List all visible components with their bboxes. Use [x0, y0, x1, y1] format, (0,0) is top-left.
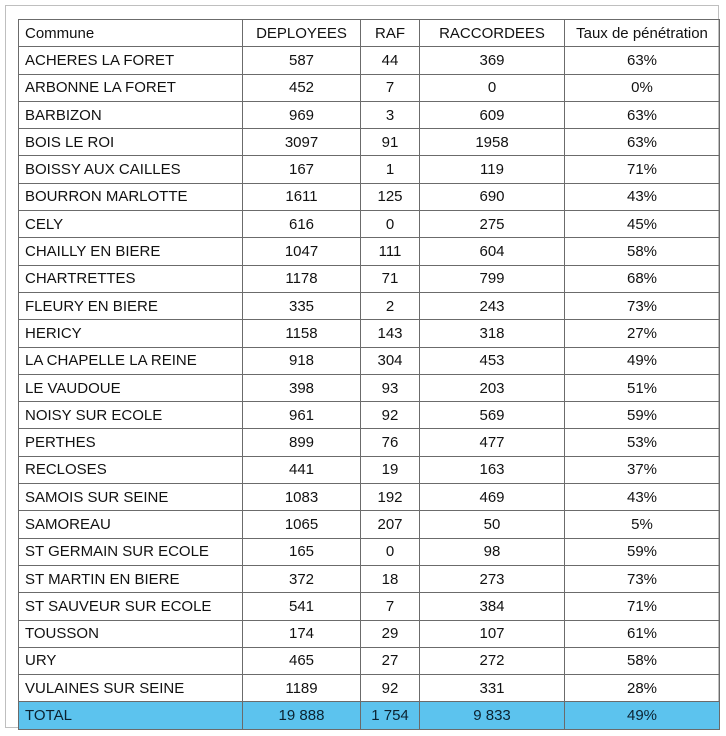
taux-cell: 73% — [565, 292, 720, 319]
commune-table — [18, 19, 720, 730]
deployees-cell: 616 — [243, 211, 361, 238]
commune-cell: ARBONNE LA FORET — [19, 74, 243, 101]
raccordees-cell: 98 — [420, 538, 565, 565]
raf-cell: 44 — [361, 47, 420, 74]
taux-cell: 0% — [565, 74, 720, 101]
header-commune: Commune — [19, 20, 243, 47]
deployees-cell: 441 — [243, 456, 361, 483]
taux-cell: 43% — [565, 183, 720, 210]
commune-cell: LA CHAPELLE LA REINE — [19, 347, 243, 374]
taux-cell: 45% — [565, 211, 720, 238]
raccordees-cell: 453 — [420, 347, 565, 374]
raf-cell: 71 — [361, 265, 420, 292]
table-row — [19, 292, 720, 319]
raccordees-cell: 384 — [420, 593, 565, 620]
deployees-cell: 165 — [243, 538, 361, 565]
commune-cell: BOISSY AUX CAILLES — [19, 156, 243, 183]
raf-cell: 76 — [361, 429, 420, 456]
commune-cell: BARBIZON — [19, 101, 243, 128]
commune-cell: ACHERES LA FORET — [19, 47, 243, 74]
table-row — [19, 265, 720, 292]
table-row — [19, 211, 720, 238]
raccordees-cell: 469 — [420, 484, 565, 511]
raccordees-cell: 331 — [420, 675, 565, 702]
raf-cell: 304 — [361, 347, 420, 374]
raccordees-cell: 569 — [420, 402, 565, 429]
raf-cell: 92 — [361, 402, 420, 429]
raf-cell: 125 — [361, 183, 420, 210]
table-row — [19, 347, 720, 374]
taux-cell: 63% — [565, 101, 720, 128]
raf-cell: 27 — [361, 647, 420, 674]
table-row — [19, 456, 720, 483]
deployees-cell: 3097 — [243, 129, 361, 156]
raf-cell: 7 — [361, 74, 420, 101]
raf-cell: 143 — [361, 320, 420, 347]
commune-cell: URY — [19, 647, 243, 674]
commune-cell: VULAINES SUR SEINE — [19, 675, 243, 702]
raf-cell: 92 — [361, 675, 420, 702]
raccordees-cell: 477 — [420, 429, 565, 456]
header-deployees: DEPLOYEES — [243, 20, 361, 47]
deployees-cell: 1065 — [243, 511, 361, 538]
commune-cell: LE VAUDOUE — [19, 374, 243, 401]
raccordees-cell: 107 — [420, 620, 565, 647]
taux-cell: 58% — [565, 238, 720, 265]
raf-cell: 29 — [361, 620, 420, 647]
taux-cell: 71% — [565, 593, 720, 620]
table-row — [19, 320, 720, 347]
table-row — [19, 101, 720, 128]
deployees-cell: 969 — [243, 101, 361, 128]
raf-cell: 0 — [361, 538, 420, 565]
taux-cell: 68% — [565, 265, 720, 292]
raccordees-cell: 50 — [420, 511, 565, 538]
taux-cell: 51% — [565, 374, 720, 401]
taux-cell: 59% — [565, 402, 720, 429]
deployees-cell: 398 — [243, 374, 361, 401]
table-row — [19, 565, 720, 592]
table-row — [19, 593, 720, 620]
total-taux-cell: 49% — [565, 702, 720, 729]
commune-cell: HERICY — [19, 320, 243, 347]
table-frame — [5, 5, 719, 728]
deployees-cell: 1178 — [243, 265, 361, 292]
header-raccordees: RACCORDEES — [420, 20, 565, 47]
table-row — [19, 647, 720, 674]
commune-cell: ST SAUVEUR SUR ECOLE — [19, 593, 243, 620]
total-commune-cell: TOTAL — [19, 702, 243, 729]
deployees-cell: 167 — [243, 156, 361, 183]
raf-cell: 111 — [361, 238, 420, 265]
table-row — [19, 429, 720, 456]
deployees-cell: 335 — [243, 292, 361, 319]
raccordees-cell: 690 — [420, 183, 565, 210]
taux-cell: 27% — [565, 320, 720, 347]
raf-cell: 207 — [361, 511, 420, 538]
commune-cell: TOUSSON — [19, 620, 243, 647]
raf-cell: 91 — [361, 129, 420, 156]
commune-cell: SAMOREAU — [19, 511, 243, 538]
total-raccordees-cell: 9 833 — [420, 702, 565, 729]
raccordees-cell: 203 — [420, 374, 565, 401]
taux-cell: 53% — [565, 429, 720, 456]
taux-cell: 43% — [565, 484, 720, 511]
commune-cell: CHAILLY EN BIERE — [19, 238, 243, 265]
table-row — [19, 675, 720, 702]
taux-cell: 73% — [565, 565, 720, 592]
taux-cell: 49% — [565, 347, 720, 374]
taux-cell: 58% — [565, 647, 720, 674]
commune-cell: NOISY SUR ECOLE — [19, 402, 243, 429]
taux-cell: 37% — [565, 456, 720, 483]
raccordees-cell: 604 — [420, 238, 565, 265]
deployees-cell: 465 — [243, 647, 361, 674]
header-raf: RAF — [361, 20, 420, 47]
taux-cell: 63% — [565, 129, 720, 156]
deployees-cell: 541 — [243, 593, 361, 620]
table-row — [19, 238, 720, 265]
deployees-cell: 587 — [243, 47, 361, 74]
raf-cell: 93 — [361, 374, 420, 401]
commune-cell: ST GERMAIN SUR ECOLE — [19, 538, 243, 565]
taux-cell: 61% — [565, 620, 720, 647]
header-taux-penetration: Taux de pénétration — [565, 20, 720, 47]
raf-cell: 3 — [361, 101, 420, 128]
raccordees-cell: 275 — [420, 211, 565, 238]
raccordees-cell: 1958 — [420, 129, 565, 156]
taux-cell: 71% — [565, 156, 720, 183]
taux-cell: 28% — [565, 675, 720, 702]
commune-cell: RECLOSES — [19, 456, 243, 483]
raf-cell: 2 — [361, 292, 420, 319]
commune-cell: BOURRON MARLOTTE — [19, 183, 243, 210]
commune-cell: CELY — [19, 211, 243, 238]
taux-cell: 5% — [565, 511, 720, 538]
deployees-cell: 174 — [243, 620, 361, 647]
raf-cell: 0 — [361, 211, 420, 238]
total-raf-cell: 1 754 — [361, 702, 420, 729]
table-row — [19, 620, 720, 647]
total-deployees-cell: 19 888 — [243, 702, 361, 729]
commune-cell: CHARTRETTES — [19, 265, 243, 292]
deployees-cell: 1611 — [243, 183, 361, 210]
raccordees-cell: 272 — [420, 647, 565, 674]
raccordees-cell: 243 — [420, 292, 565, 319]
raf-cell: 192 — [361, 484, 420, 511]
commune-cell: BOIS LE ROI — [19, 129, 243, 156]
raf-cell: 18 — [361, 565, 420, 592]
raccordees-cell: 799 — [420, 265, 565, 292]
deployees-cell: 918 — [243, 347, 361, 374]
table-row — [19, 511, 720, 538]
table-row — [19, 129, 720, 156]
table-body — [19, 47, 720, 729]
raf-cell: 7 — [361, 593, 420, 620]
raf-cell: 19 — [361, 456, 420, 483]
raccordees-cell: 369 — [420, 47, 565, 74]
raccordees-cell: 273 — [420, 565, 565, 592]
commune-cell: SAMOIS SUR SEINE — [19, 484, 243, 511]
table-row — [19, 484, 720, 511]
taux-cell: 59% — [565, 538, 720, 565]
table-row — [19, 402, 720, 429]
deployees-cell: 899 — [243, 429, 361, 456]
table-row — [19, 74, 720, 101]
raccordees-cell: 0 — [420, 74, 565, 101]
commune-cell: ST MARTIN EN BIERE — [19, 565, 243, 592]
deployees-cell: 1083 — [243, 484, 361, 511]
deployees-cell: 1189 — [243, 675, 361, 702]
table-row — [19, 47, 720, 74]
table-row — [19, 156, 720, 183]
deployees-cell: 1047 — [243, 238, 361, 265]
table-row — [19, 538, 720, 565]
commune-cell: FLEURY EN BIERE — [19, 292, 243, 319]
raccordees-cell: 163 — [420, 456, 565, 483]
deployees-cell: 961 — [243, 402, 361, 429]
commune-cell: PERTHES — [19, 429, 243, 456]
deployees-cell: 372 — [243, 565, 361, 592]
total-row — [19, 702, 720, 729]
deployees-cell: 452 — [243, 74, 361, 101]
raf-cell: 1 — [361, 156, 420, 183]
table-row — [19, 183, 720, 210]
table-row — [19, 374, 720, 401]
raccordees-cell: 119 — [420, 156, 565, 183]
table-header-row — [19, 20, 720, 47]
raccordees-cell: 609 — [420, 101, 565, 128]
raccordees-cell: 318 — [420, 320, 565, 347]
taux-cell: 63% — [565, 47, 720, 74]
deployees-cell: 1158 — [243, 320, 361, 347]
